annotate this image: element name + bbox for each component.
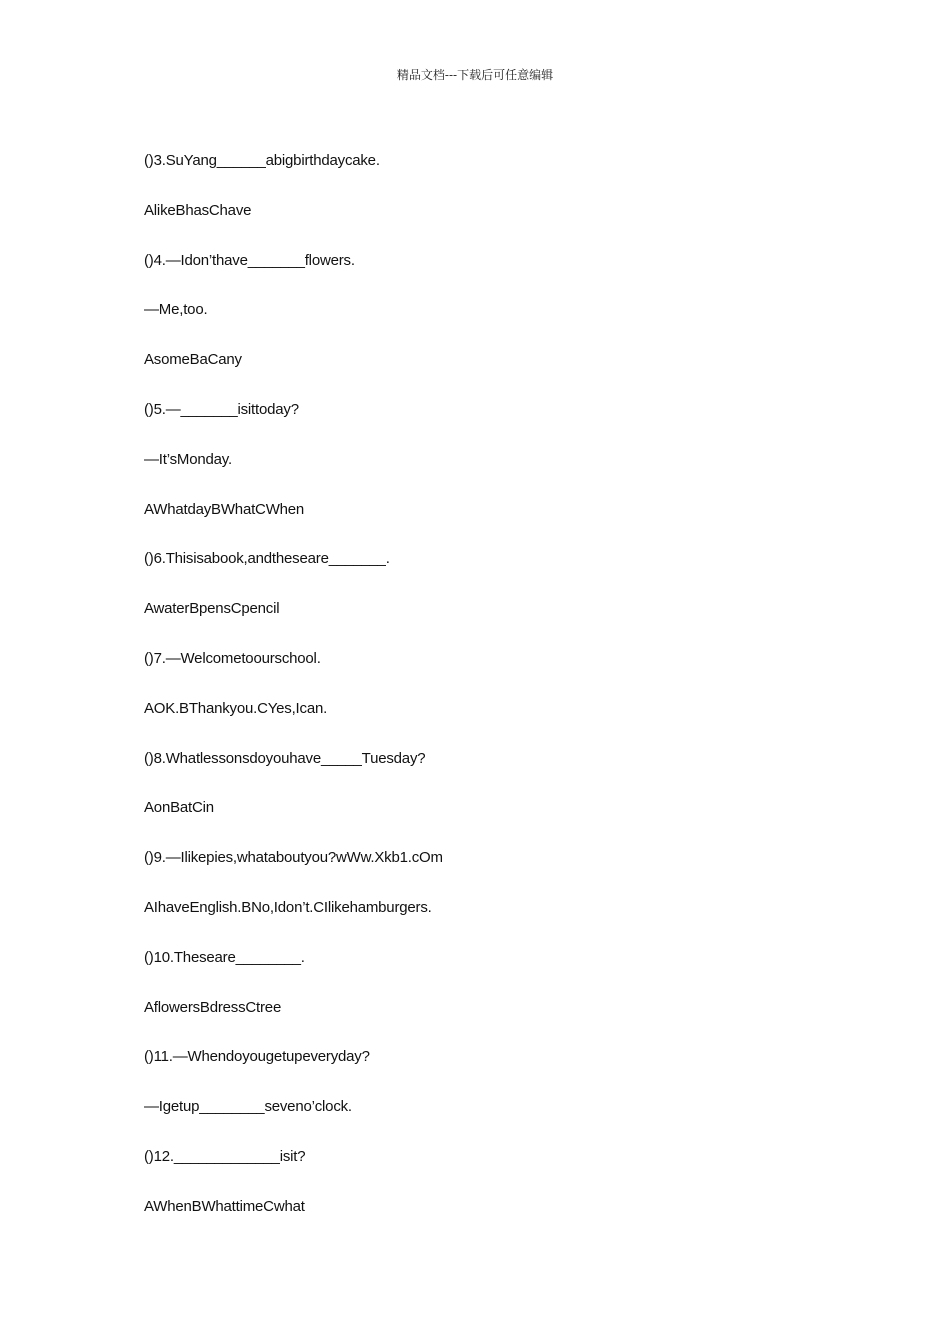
response-11: —Igetup________seveno’clock. <box>144 1098 352 1116</box>
question-8: ()8.Whatlessonsdoyouhave_____Tuesday? <box>144 749 426 767</box>
response-5: —It’sMonday. <box>144 450 232 468</box>
options-8: AonBatCin <box>144 799 214 817</box>
options-7: AOK.BThankyou.CYes,Ican. <box>144 699 328 717</box>
question-3: ()3.SuYang______abigbirthdaycake. <box>144 152 380 169</box>
options-3: AlikeBhasChave <box>144 201 252 219</box>
options-5: AWhatdayBWhatCWhen <box>144 500 305 518</box>
options-4: AsomeBaCany <box>144 351 242 369</box>
question-9: ()9.—Ilikepies,whataboutyou?wWw.Xkb1.cOm <box>144 849 443 867</box>
options-12: AWhenBWhattimeCwhat <box>144 1197 305 1215</box>
page-header: 精品文档---下载后可任意编辑 <box>396 68 554 82</box>
document-body <box>144 150 904 1246</box>
options-10: AflowersBdressCtree <box>144 998 282 1016</box>
options-9: AIhaveEnglish.BNo,Idon’t.CIlikehamburgers. <box>144 898 432 916</box>
question-10: ()10.Theseare________. <box>144 948 305 966</box>
options-6: AwaterBpensCpencil <box>144 600 280 618</box>
question-12: ()12._____________isit? <box>144 1147 306 1165</box>
response-4: —Me,too. <box>144 301 208 319</box>
question-7: ()7.—Welcometoourschool. <box>144 649 321 667</box>
question-5: ()5.—_______isittoday? <box>144 400 299 418</box>
question-4: ()4.—Idon’thave_______flowers. <box>144 251 355 269</box>
question-11: ()11.—Whendoyougetupeveryday? <box>144 1048 370 1066</box>
question-6: ()6.Thisisabook,andtheseare_______. <box>144 550 390 568</box>
